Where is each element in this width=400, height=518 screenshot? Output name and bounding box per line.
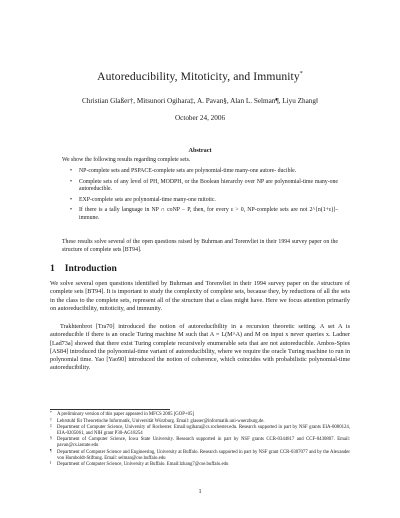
body-paragraph: Trakhtenbrot [Tra70] introduced the notion of autoreducibility in a recursion theoretic setting. A set A is autoreducible if there is an oracle Turing machine M such that A = L(M^A) and M on input x never queries x. Ladner [Lad73a] showed that there exist Turing complete recursively enumerable sets that are not autoreducible. Ambos-Spies [AS84] introduced the polynomial-time variant of autoreducibility, where we require the oracle Turing machine to run in polynomial time. Yao [Yao90] introduced the notion of coherence, which coincides with probabilistic polynomial-time autoreducibility. <box>50 323 350 372</box>
abstract-result-item <box>70 168 338 176</box>
section-number: 1 <box>50 263 55 274</box>
abstract-heading: Abstract <box>188 147 212 154</box>
abstract-result-item <box>70 197 338 205</box>
abstract-result-item <box>70 179 338 194</box>
bullet-icon: • <box>70 178 73 185</box>
footnote <box>50 462 350 468</box>
abstract-result-text: NP-complete sets and PSPACE-complete sets are polynomial-time many-one autore- ducible. <box>79 168 297 174</box>
footnote-mark: § <box>50 436 52 441</box>
footnote-mark: ‖ <box>50 461 52 466</box>
footnote <box>50 419 350 425</box>
abstract-result-text: EXP-complete sets are polynomial-time many-one mitotic. <box>79 196 216 203</box>
footnote <box>50 437 350 449</box>
footnote-mark: † <box>50 417 52 422</box>
abstract-closing: These results solve several of the open questions raised by Buhrman and Torenvliet in their 1994 survey paper on the structure of complete sets [BT94]. <box>62 239 338 253</box>
bullet-icon: • <box>70 207 73 213</box>
paper-title <box>0 70 400 83</box>
abstract-result-item <box>70 207 338 222</box>
footnote-mark: * <box>50 411 52 415</box>
page-number: 1 <box>198 488 202 495</box>
footnote-text: Department of Computer Science, Iowa State University. Research supported in part by NSF grants CCR-0344817 and CCF-0430807. Email: pavan@cs.iastate.edu <box>57 437 350 449</box>
section-title: Introduction <box>64 263 117 274</box>
title-footnote-mark: * <box>299 71 303 78</box>
footnote-text: Department of Computer Science, University of Rochester. Email:ogihara@cs.rochester.edu. Research supported in part by NSF grants EIA-0080124, EIA-0205061, and NIH grant P30-AG18254 <box>57 425 350 436</box>
footnote-mark: ¶ <box>50 448 52 453</box>
footnote <box>50 425 350 437</box>
footnote <box>50 412 350 418</box>
abstract-result-text: If there is a tally language in NP ∩ coNP − P, then, for every ε > 0, NP-complete sets are not 2^{n(1+ε)}-immune. <box>79 207 338 221</box>
footnote-list <box>50 412 350 469</box>
abstract-intro: We show the following results regarding complete sets. <box>62 157 191 163</box>
footnote-rule <box>50 409 170 410</box>
abstract-result-text: Complete sets of any level of PH, MODPH, or the Boolean hierarchy over NP are polynomial-time many-one autoreducible. <box>79 178 338 192</box>
paper-title-text: Autoreducibility, Mitoticity, and Immunity <box>97 70 300 83</box>
footnote-text: Lehrstuhl für Theoretische Informatik, Universität Würzburg. Email: glasser@informatik.uni-wuerzburg.de. <box>57 418 265 424</box>
footnote <box>50 450 350 462</box>
paper-date: October 24, 2006 <box>174 114 226 122</box>
footnote-text: Department of Computer Science and Engineering, University at Buffalo. Research supported in part by NSF grant CCR-0307077 and by the Alexander von Humboldt-Stiftung. Email: selman@cse.buffalo.edu <box>57 449 350 461</box>
body-paragraph: We solve several open questions identified by Buhrman and Torenvliet in their 1994 survey paper on the structure of complete sets [BT94]. It is important to study the complexity of complete sets, because they, by reductions of all the sets in the class to the complete sets, represent all of the structure that a class might have. Here we focus attention primarily on autoreducibility, mitoticity, and immunity. <box>50 280 350 312</box>
bullet-icon: • <box>70 168 73 174</box>
footnote-mark: ‡ <box>50 424 52 428</box>
bullet-icon: • <box>70 196 73 203</box>
footnote-text: Department of Computer Science, University at Buffalo. Email:lzhang7@cse.buffalo.edu <box>57 462 229 468</box>
author-list: Christian Glaßer†, Mitsunori Ogihara‡, A. Pavan§, Alan L. Selman¶, Liyu Zhang‖ <box>81 97 319 105</box>
footnote-text: A preliminary version of this paper appeared in MFCS 2005 [GOP+05] <box>57 412 194 417</box>
section-heading <box>50 263 117 274</box>
abstract-result-list <box>70 168 338 225</box>
